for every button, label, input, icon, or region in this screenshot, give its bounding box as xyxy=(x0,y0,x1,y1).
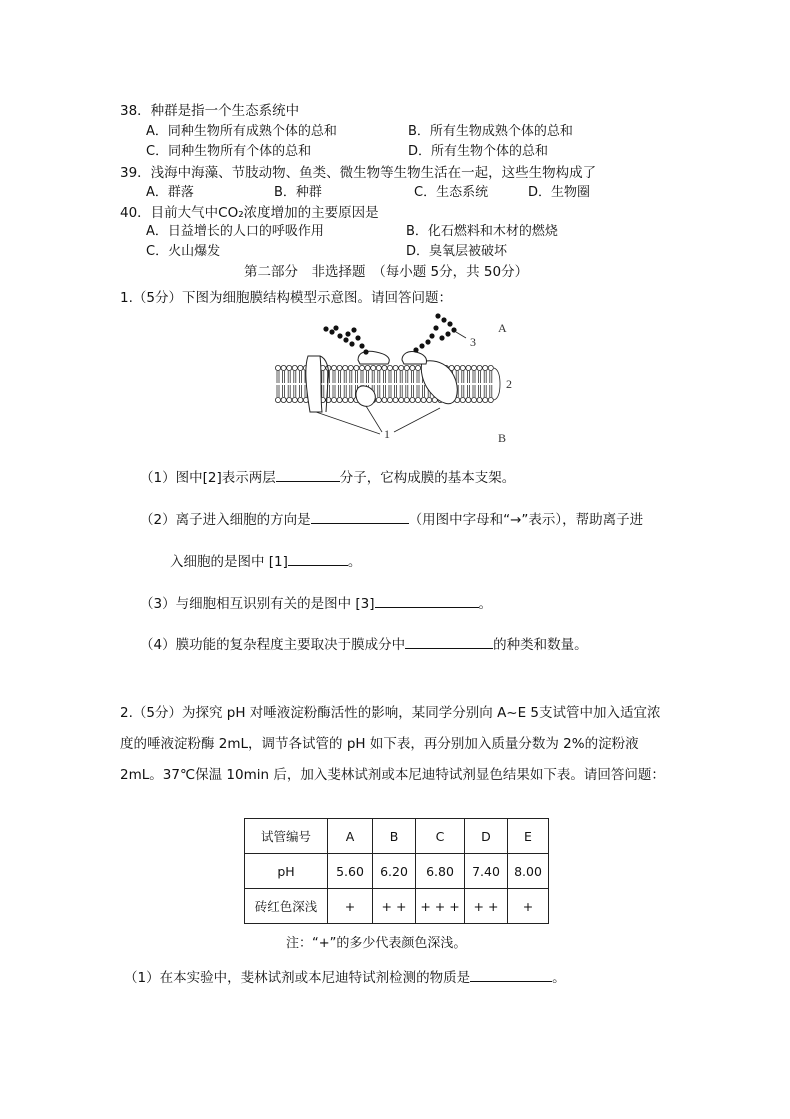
q39-option-a: A．群落 xyxy=(146,185,194,200)
table-cell: A xyxy=(328,819,373,854)
p1-sub2-cont: 入细胞的是图中 [1] 。 xyxy=(170,550,361,570)
p1-sub1: （1）图中[2]表示两层 分子，它构成膜的基本支架。 xyxy=(140,466,515,486)
table-note: 注：“+”的多少代表颜色深浅。 xyxy=(286,936,467,951)
label-2: 2 xyxy=(506,377,512,391)
label-1: 1 xyxy=(384,427,390,441)
q39-stem: 39．浅海中海藻、节肢动物、鱼类、微生物等生物生活在一起，这些生物构成了 xyxy=(120,165,597,181)
table-cell: pH xyxy=(245,854,328,889)
answer-blank[interactable] xyxy=(375,593,479,608)
table-cell: 6.80 xyxy=(416,854,465,889)
table-cell: D xyxy=(465,819,508,854)
table-cell: 砖红色深浅 xyxy=(245,889,328,924)
table-cell: B xyxy=(373,819,416,854)
q38-option-c: C．同种生物所有个体的总和 xyxy=(146,144,312,159)
table-cell: 6.20 xyxy=(373,854,416,889)
glycoprotein-right xyxy=(402,351,427,364)
ph-results-table xyxy=(244,818,549,924)
q40-option-b: B．化石燃料和木材的燃烧 xyxy=(406,224,558,239)
q38-option-d: D．所有生物个体的总和 xyxy=(408,144,549,159)
table-row xyxy=(245,889,549,924)
label-B: B xyxy=(498,431,507,445)
table-cell: 8.00 xyxy=(508,854,549,889)
table-cell: + + + xyxy=(416,889,465,924)
label-3: 3 xyxy=(470,335,476,349)
table-cell: 5.60 xyxy=(328,854,373,889)
q40-stem: 40．目前大气中CO₂浓度增加的主要原因是 xyxy=(120,205,379,221)
p2-line3: 2mL。37℃保温 10min 后，加入斐林试剂或本尼迪特试剂显色结果如下表。请回答问题： xyxy=(120,767,665,783)
q39-option-d: D．生物圈 xyxy=(528,185,591,200)
table-cell: 试管编号 xyxy=(245,819,328,854)
q38-stem: 38．种群是指一个生态系统中 xyxy=(120,103,300,119)
answer-blank[interactable] xyxy=(470,967,552,982)
table-cell: + + xyxy=(465,889,508,924)
q40-option-d: D．臭氧层被破坏 xyxy=(406,244,508,259)
q40-option-c: C．火山爆发 xyxy=(146,244,221,259)
p1-sub3: （3）与细胞相互识别有关的是图中 [3] 。 xyxy=(140,592,492,612)
q38-option-b: B．所有生物成熟个体的总和 xyxy=(408,124,573,139)
table-cell: + xyxy=(328,889,373,924)
p2-sub1: （1）在本实验中，斐林试剂或本尼迪特试剂检测的物质是 。 xyxy=(124,966,566,986)
table-cell: + + xyxy=(373,889,416,924)
table-row xyxy=(245,819,549,854)
table-cell: E xyxy=(508,819,549,854)
channel-protein-left xyxy=(306,356,322,412)
answer-blank[interactable] xyxy=(288,551,348,566)
table-row xyxy=(245,854,549,889)
p1-sub2: （2）离子进入细胞的方向是 （用图中字母和“→”表示），帮助离子进 xyxy=(140,508,643,528)
glycocalyx-sugar-chains xyxy=(323,313,456,354)
q40-option-a: A．日益增长的人口的呼吸作用 xyxy=(146,224,324,239)
table-cell: C xyxy=(416,819,465,854)
section-title: 第二部分 非选择题 （每小题 5分，共 50分） xyxy=(244,264,529,280)
table-cell: 7.40 xyxy=(465,854,508,889)
p2-line2: 度的唾液淀粉酶 2mL，调节各试管的 pH 如下表，再分别加入质量分数为 2%的淀粉液 xyxy=(120,736,639,752)
label-A: A xyxy=(498,321,507,335)
q39-option-b: B．种群 xyxy=(274,185,322,200)
problem1-stem: 1.（5分）下图为细胞膜结构模型示意图。请回答问题： xyxy=(120,290,452,306)
p2-line1: 2.（5分）为探究 pH 对唾液淀粉酶活性的影响，某同学分别向 A~E 5支试管中加入适宜浓 xyxy=(120,705,661,721)
cell-membrane-diagram xyxy=(270,308,520,450)
answer-blank[interactable] xyxy=(405,634,493,649)
answer-blank[interactable] xyxy=(311,509,409,524)
q38-option-a: A．同种生物所有成熟个体的总和 xyxy=(146,124,337,139)
q39-option-c: C．生态系统 xyxy=(414,185,489,200)
table-cell: + xyxy=(508,889,549,924)
answer-blank[interactable] xyxy=(276,467,340,482)
glycoprotein-left xyxy=(358,351,389,364)
p1-sub4: （4）膜功能的复杂程度主要取决于膜成分中 的种类和数量。 xyxy=(140,633,588,653)
